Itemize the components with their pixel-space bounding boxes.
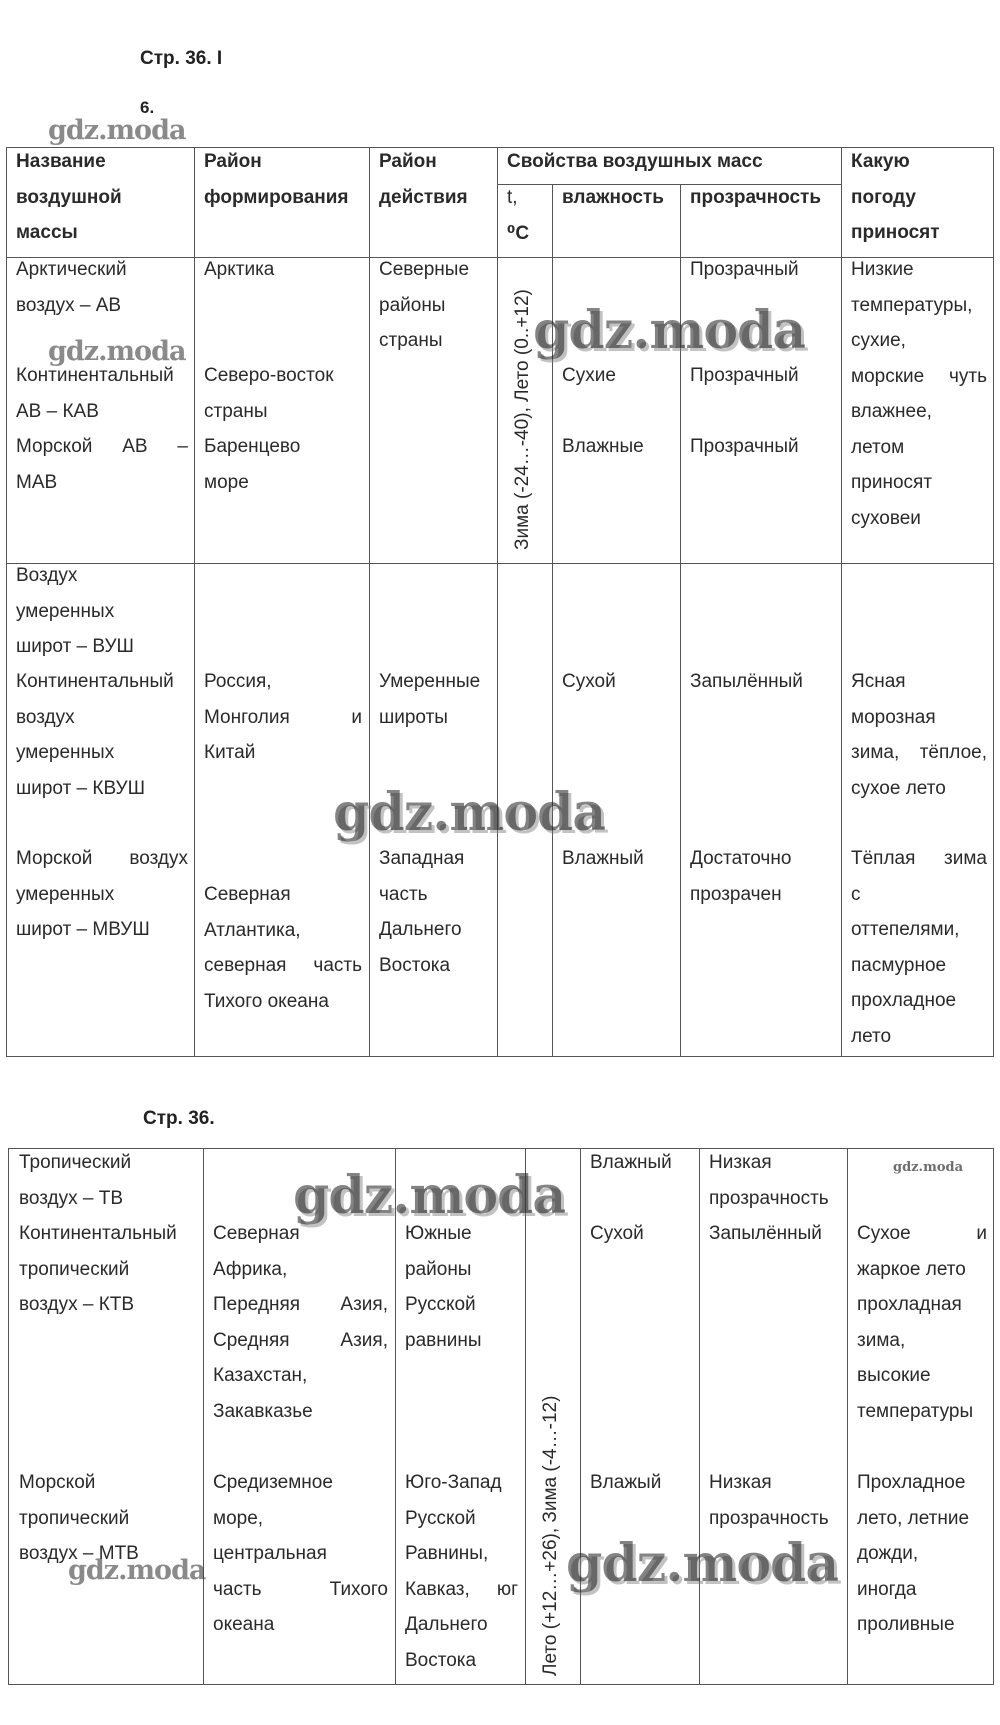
arctic-continental-formation: Северо-восток страны bbox=[204, 365, 334, 422]
watermark: gdz.moda bbox=[333, 782, 606, 843]
arctic-continental-name: Континентальный АВ – КАВ bbox=[16, 365, 174, 422]
temperate-marine-transparency: Достаточно прозрачен bbox=[690, 848, 792, 905]
temperate-name: Воздух умеренных широт – ВУШ bbox=[16, 565, 134, 657]
temperate-continental-transparency: Запылённый bbox=[690, 671, 803, 692]
tropical-marine-weather: Прохладное лето, летние дожди, иногда проливные bbox=[857, 1472, 970, 1635]
page-heading-1: Стр. 36. I bbox=[140, 48, 223, 69]
temperate-continental-formation: Россия, Монголия и Китай bbox=[204, 671, 362, 763]
header-transparency: прозрачность bbox=[690, 187, 821, 208]
temperate-marine-weather: Тёплая зима с оттепелями, пасмурное прохладное лето bbox=[851, 848, 987, 1047]
arctic-marine-formation: Баренцево море bbox=[204, 436, 301, 493]
arctic-marine-name: Морской АВ – МАВ bbox=[16, 436, 188, 493]
arctic-action: Северные районы страны bbox=[379, 259, 470, 351]
arctic-marine-humidity: Влажные bbox=[562, 436, 644, 457]
arctic-marine-transparency: Прозрачный bbox=[690, 436, 799, 457]
header-name: Название воздушной массы bbox=[16, 151, 122, 243]
tropical-continental-name: Континентальный тропический воздух – КТВ bbox=[19, 1223, 177, 1315]
tropical-continental-formation: Северная Африка, Передняя Азия, Средняя Азия, Казахстан, Закавказье bbox=[213, 1223, 388, 1422]
watermark: gdz.moda bbox=[68, 1555, 206, 1586]
header-weather: Какую погоду приносят bbox=[851, 151, 940, 243]
header-temperature: t, ⁰С bbox=[507, 187, 530, 244]
arctic-weather: Низкие температуры, сухие, морские чуть влажнее, летом приносят суховеи bbox=[851, 259, 987, 529]
watermark: gdz.moda bbox=[293, 1165, 566, 1226]
watermark: gdz.moda bbox=[893, 1160, 964, 1175]
temperate-continental-weather: Ясная морозная зима, тёплое, сухое лето bbox=[851, 671, 987, 799]
watermark: gdz.moda bbox=[566, 1533, 839, 1594]
temperate-continental-action: Умеренные широты bbox=[379, 671, 481, 728]
arctic-name: Арктический воздух – АВ bbox=[16, 259, 127, 316]
tropical-continental-weather: Сухое и жаркое лето прохладная зима, высокие температуры bbox=[857, 1223, 987, 1422]
temperate-marine-name: Морской воздух умеренных широт – МВУШ bbox=[16, 848, 188, 940]
tropical-marine-formation: Средиземное море, центральная часть Тихого океана bbox=[213, 1472, 388, 1635]
temperate-continental-humidity: Сухой bbox=[562, 671, 616, 692]
temperate-continental-name: Континентальный воздух умеренных широт – КВУШ bbox=[16, 671, 174, 799]
header-action: Район действия bbox=[379, 151, 468, 208]
task-number: 6. bbox=[140, 98, 155, 117]
arctic-continental-transparency: Прозрачный bbox=[690, 365, 799, 386]
arctic-formation: Арктика bbox=[204, 259, 275, 280]
watermark: gdz.moda bbox=[533, 300, 806, 361]
arctic-temperature: Зима (-24…-40), Лето (0..+12) bbox=[512, 289, 533, 550]
temperate-marine-action: Западная часть Дальнего Востока bbox=[379, 848, 465, 976]
page-heading-2: Стр. 36. bbox=[143, 1108, 215, 1129]
tropical-continental-action: Южные районы Русской равнины bbox=[405, 1223, 482, 1351]
temperate-marine-humidity: Влажный bbox=[562, 848, 644, 869]
arctic-continental-humidity: Сухие bbox=[562, 365, 616, 386]
tropical-marine-humidity: Влажый bbox=[590, 1472, 662, 1493]
temperate-marine-formation: Северная Атлантика, северная часть Тихого океана bbox=[204, 884, 362, 1012]
tropical-humidity: Влажный bbox=[590, 1152, 672, 1173]
header-formation: Район формирования bbox=[204, 151, 349, 208]
watermark: gdz.moda bbox=[48, 336, 186, 367]
tropical-temperature: Лето (+12…+26), Зима (-4…-12) bbox=[540, 1395, 561, 1676]
watermark: gdz.moda bbox=[48, 115, 186, 146]
tropical-continental-humidity: Сухой bbox=[590, 1223, 644, 1244]
tropical-marine-action: Юго-Запад Русской Равнины, Кавказ, юг Дальнего Востока bbox=[405, 1472, 518, 1671]
header-humidity: влажность bbox=[562, 187, 664, 208]
header-properties: Свойства воздушных масс bbox=[507, 151, 763, 172]
tropical-marine-name: Морской тропический воздух – МТВ bbox=[19, 1472, 139, 1564]
tropical-continental-transparency: Запылённый bbox=[709, 1223, 822, 1244]
tropical-marine-transparency: Низкая прозрачность bbox=[709, 1472, 829, 1529]
tropical-transparency: Низкая прозрачность bbox=[709, 1152, 829, 1209]
tropical-name: Тропический воздух – ТВ bbox=[19, 1152, 132, 1209]
arctic-transparency: Прозрачный bbox=[690, 259, 799, 280]
